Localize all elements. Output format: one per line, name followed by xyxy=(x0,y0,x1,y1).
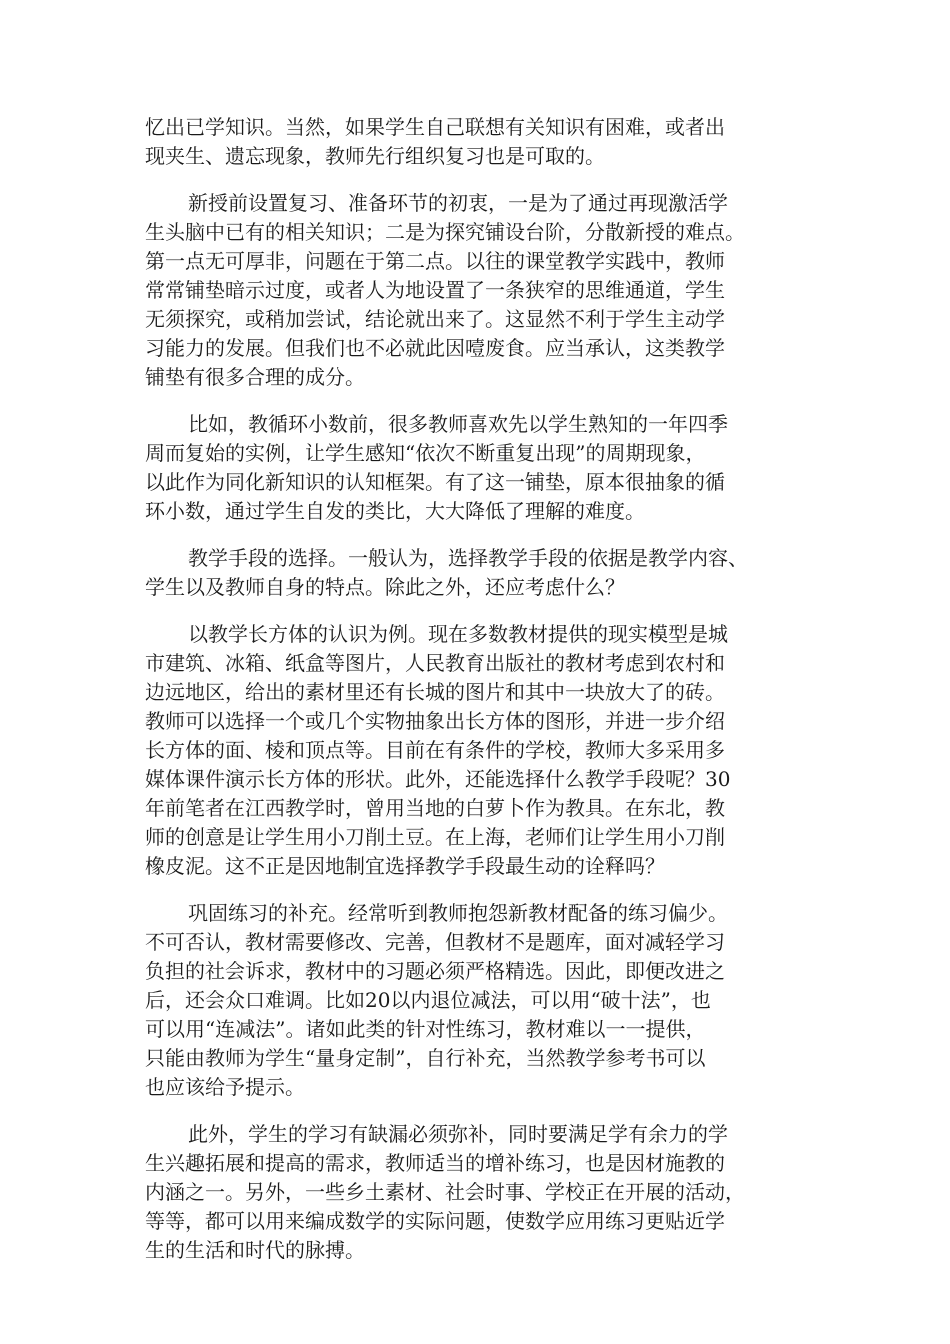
paragraph-practice-supplement xyxy=(145,899,811,1102)
text-line: 市建筑、冰箱、纸盒等图片，人民教育出版社的教材考虑到农村和 xyxy=(145,651,725,675)
text-line: 现夹生、遗忘现象，教师先行组织复习也是可取的。 xyxy=(145,144,605,168)
text-line: 生头脑中已有的相关知识；二是为探究铺设台阶，分散新授的难点。 xyxy=(145,220,745,244)
text-line: 生的生活和时代的脉搏。 xyxy=(145,1238,365,1262)
text-line: 教学手段的选择。一般认为，选择教学手段的依据是教学内容、 xyxy=(188,546,748,570)
text-line: 负担的社会诉求，教材中的习题必须严格精选。因此，即便改进之 xyxy=(145,959,725,983)
text-line: 教师可以选择一个或几个实物抽象出长方体的图形，并进一步介绍 xyxy=(145,709,725,733)
document-body xyxy=(145,113,811,1283)
text-line: 习能力的发展。但我们也不必就此因噎废食。应当承认，这类教学 xyxy=(145,336,725,360)
text-line: 此外，学生的学习有缺漏必须弥补，同时要满足学有余力的学 xyxy=(188,1122,728,1146)
text-line: 后，还会众口难调。比如20以内退位减法，可以用“破十法”，也 xyxy=(145,988,711,1012)
text-line: 师的创意是让学生用小刀削土豆。在上海，老师们让学生用小刀削 xyxy=(145,825,725,849)
text-line: 只能由教师为学生“量身定制”，自行补充，当然教学参考书可以 xyxy=(145,1046,706,1070)
text-line: 学生以及教师自身的特点。除此之外，还应考虑什么？ xyxy=(145,575,625,599)
text-line: 常常铺垫暗示过度，或者人为地设置了一条狭窄的思维通道，学生 xyxy=(145,278,725,302)
text-line: 忆出已学知识。当然，如果学生自己联想有关知识有困难，或者出 xyxy=(145,115,725,139)
text-line: 铺垫有很多合理的成分。 xyxy=(145,365,365,389)
text-line: 橡皮泥。这不正是因地制宜选择教学手段最生动的诠释吗？ xyxy=(145,854,665,878)
text-line: 也应该给予提示。 xyxy=(145,1075,305,1099)
text-line: 边远地区，给出的素材里还有长城的图片和其中一块放大了的砖。 xyxy=(145,680,725,704)
paragraph-cuboid-example xyxy=(145,620,811,881)
text-line: 媒体课件演示长方体的形状。此外，还能选择什么教学手段呢？30 xyxy=(145,767,731,791)
text-line: 无须探究，或稍加尝试，结论就出来了。这显然不利于学生主动学 xyxy=(145,307,725,331)
paragraph-extra-practice xyxy=(145,1120,811,1265)
text-line: 环小数，通过学生自发的类比，大大降低了理解的难度。 xyxy=(145,499,645,523)
text-line: 以教学长方体的认识为例。现在多数教材提供的现实模型是城 xyxy=(188,622,728,646)
paragraph-review-purpose xyxy=(145,189,811,392)
text-line: 周而复始的实例，让学生感知“依次不断重复出现”的周期现象， xyxy=(145,441,706,465)
text-line: 以此作为同化新知识的认知框架。有了这一铺垫，原本很抽象的循 xyxy=(145,470,725,494)
paragraph-recurring-decimal-example xyxy=(145,410,811,526)
text-line: 长方体的面、棱和顶点等。目前在有条件的学校，教师大多采用多 xyxy=(145,738,725,762)
text-line: 等等，都可以用来编成数学的实际问题，使数学应用练习更贴近学 xyxy=(145,1209,725,1233)
text-line: 年前笔者在江西教学时，曾用当地的白萝卜作为教具。在东北，教 xyxy=(145,796,725,820)
paragraph-teaching-means xyxy=(145,544,811,602)
text-line: 比如，教循环小数前，很多教师喜欢先以学生熟知的一年四季 xyxy=(188,412,728,436)
paragraph-continuation xyxy=(145,113,811,171)
text-line: 新授前设置复习、准备环节的初衷，一是为了通过再现激活学 xyxy=(188,191,728,215)
text-line: 可以用“连减法”。诸如此类的针对性练习，教材难以一一提供， xyxy=(145,1017,706,1041)
text-line: 生兴趣拓展和提高的需求，教师适当的增补练习，也是因材施教的 xyxy=(145,1151,725,1175)
text-line: 不可否认，教材需要修改、完善，但教材不是题库，面对减轻学习 xyxy=(145,930,725,954)
text-line: 内涵之一。另外，一些乡土素材、社会时事、学校正在开展的活动， xyxy=(145,1180,745,1204)
text-line: 第一点无可厚非，问题在于第二点。以往的课堂教学实践中，教师 xyxy=(145,249,725,273)
text-line: 巩固练习的补充。经常听到教师抱怨新教材配备的练习偏少。 xyxy=(188,901,728,925)
